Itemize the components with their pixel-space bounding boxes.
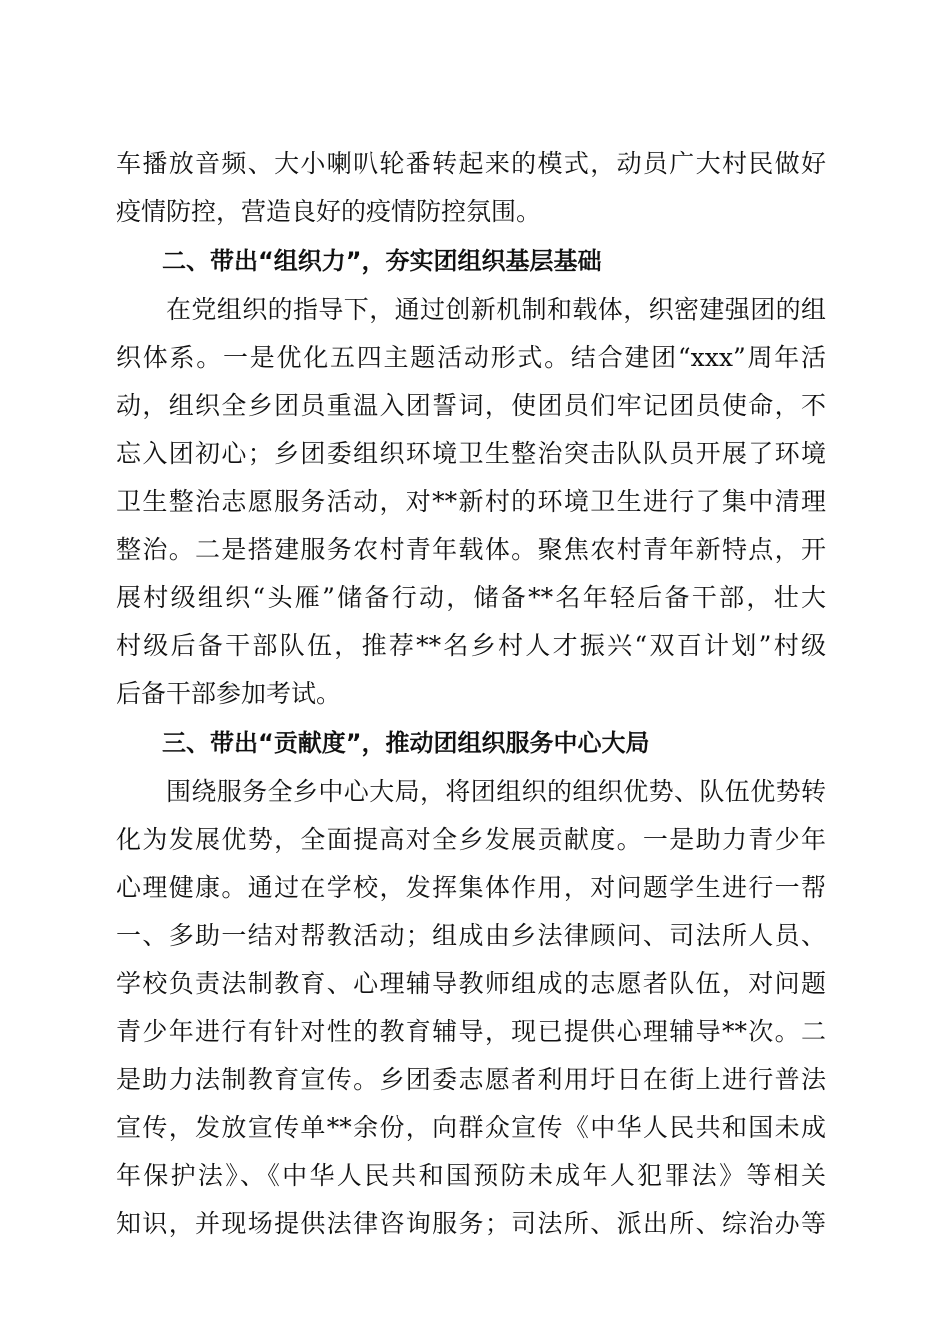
text-line: 心理健康。通过在学校，发挥集体作用，对问题学生进行一帮	[116, 873, 826, 902]
text-line: 宣传，发放宣传单**余份，向群众宣传《中华人民共和国未成	[116, 1113, 826, 1142]
section-2-paragraph	[116, 286, 826, 718]
section-3-paragraph	[116, 768, 826, 1248]
intro-paragraph	[116, 140, 826, 236]
text-line: 是助力法制教育宣传。乡团委志愿者利用圩日在街上进行普法	[116, 1065, 826, 1094]
text-line: 年保护法》、《中华人民共和国预防未成年人犯罪法》等相关	[116, 1161, 826, 1190]
text-line: 一、多助一结对帮教活动；组成由乡法律顾问、司法所人员、	[116, 921, 826, 950]
text-line: 化为发展优势，全面提高对全乡发展贡献度。一是助力青少年	[116, 825, 826, 854]
text-line: 疫情防控，营造良好的疫情防控氛围。	[116, 197, 542, 226]
text-line: 整治。二是搭建服务农村青年载体。聚焦农村青年新特点，开	[116, 535, 826, 564]
text-line: 织体系。一是优化五四主题活动形式。结合建团“xxx”周年活	[116, 343, 826, 372]
text-line: 在党组织的指导下，通过创新机制和载体，织密建强团的组	[166, 295, 826, 324]
text-line: 村级后备干部队伍，推荐**名乡村人才振兴“双百计划”村级	[116, 631, 826, 660]
text-line: 忘入团初心；乡团委组织环境卫生整治突击队队员开展了环境	[116, 439, 826, 468]
document-page	[116, 140, 826, 1248]
text-line: 学校负责法制教育、心理辅导教师组成的志愿者队伍，对问题	[116, 969, 826, 998]
text-line: 后备干部参加考试。	[116, 679, 342, 708]
text-line: 知识，并现场提供法律咨询服务；司法所、派出所、综治办等	[116, 1209, 826, 1238]
section-3-heading: 三、带出“贡献度”，推动团组织服务中心大局	[162, 729, 650, 757]
text-line: 围绕服务全乡中心大局，将团组织的组织优势、队伍优势转	[166, 777, 826, 806]
section-2-heading: 二、带出“组织力”，夯实团组织基层基础	[162, 247, 602, 275]
text-line: 展村级组织“头雁”储备行动，储备**名年轻后备干部，壮大	[116, 583, 826, 612]
text-line: 车播放音频、大小喇叭轮番转起来的模式，动员广大村民做好	[116, 149, 826, 178]
text-line: 卫生整治志愿服务活动，对**新村的环境卫生进行了集中清理	[116, 487, 826, 516]
text-line: 青少年进行有针对性的教育辅导，现已提供心理辅导**次。二	[116, 1017, 826, 1046]
text-line: 动，组织全乡团员重温入团誓词，使团员们牢记团员使命，不	[116, 391, 826, 420]
